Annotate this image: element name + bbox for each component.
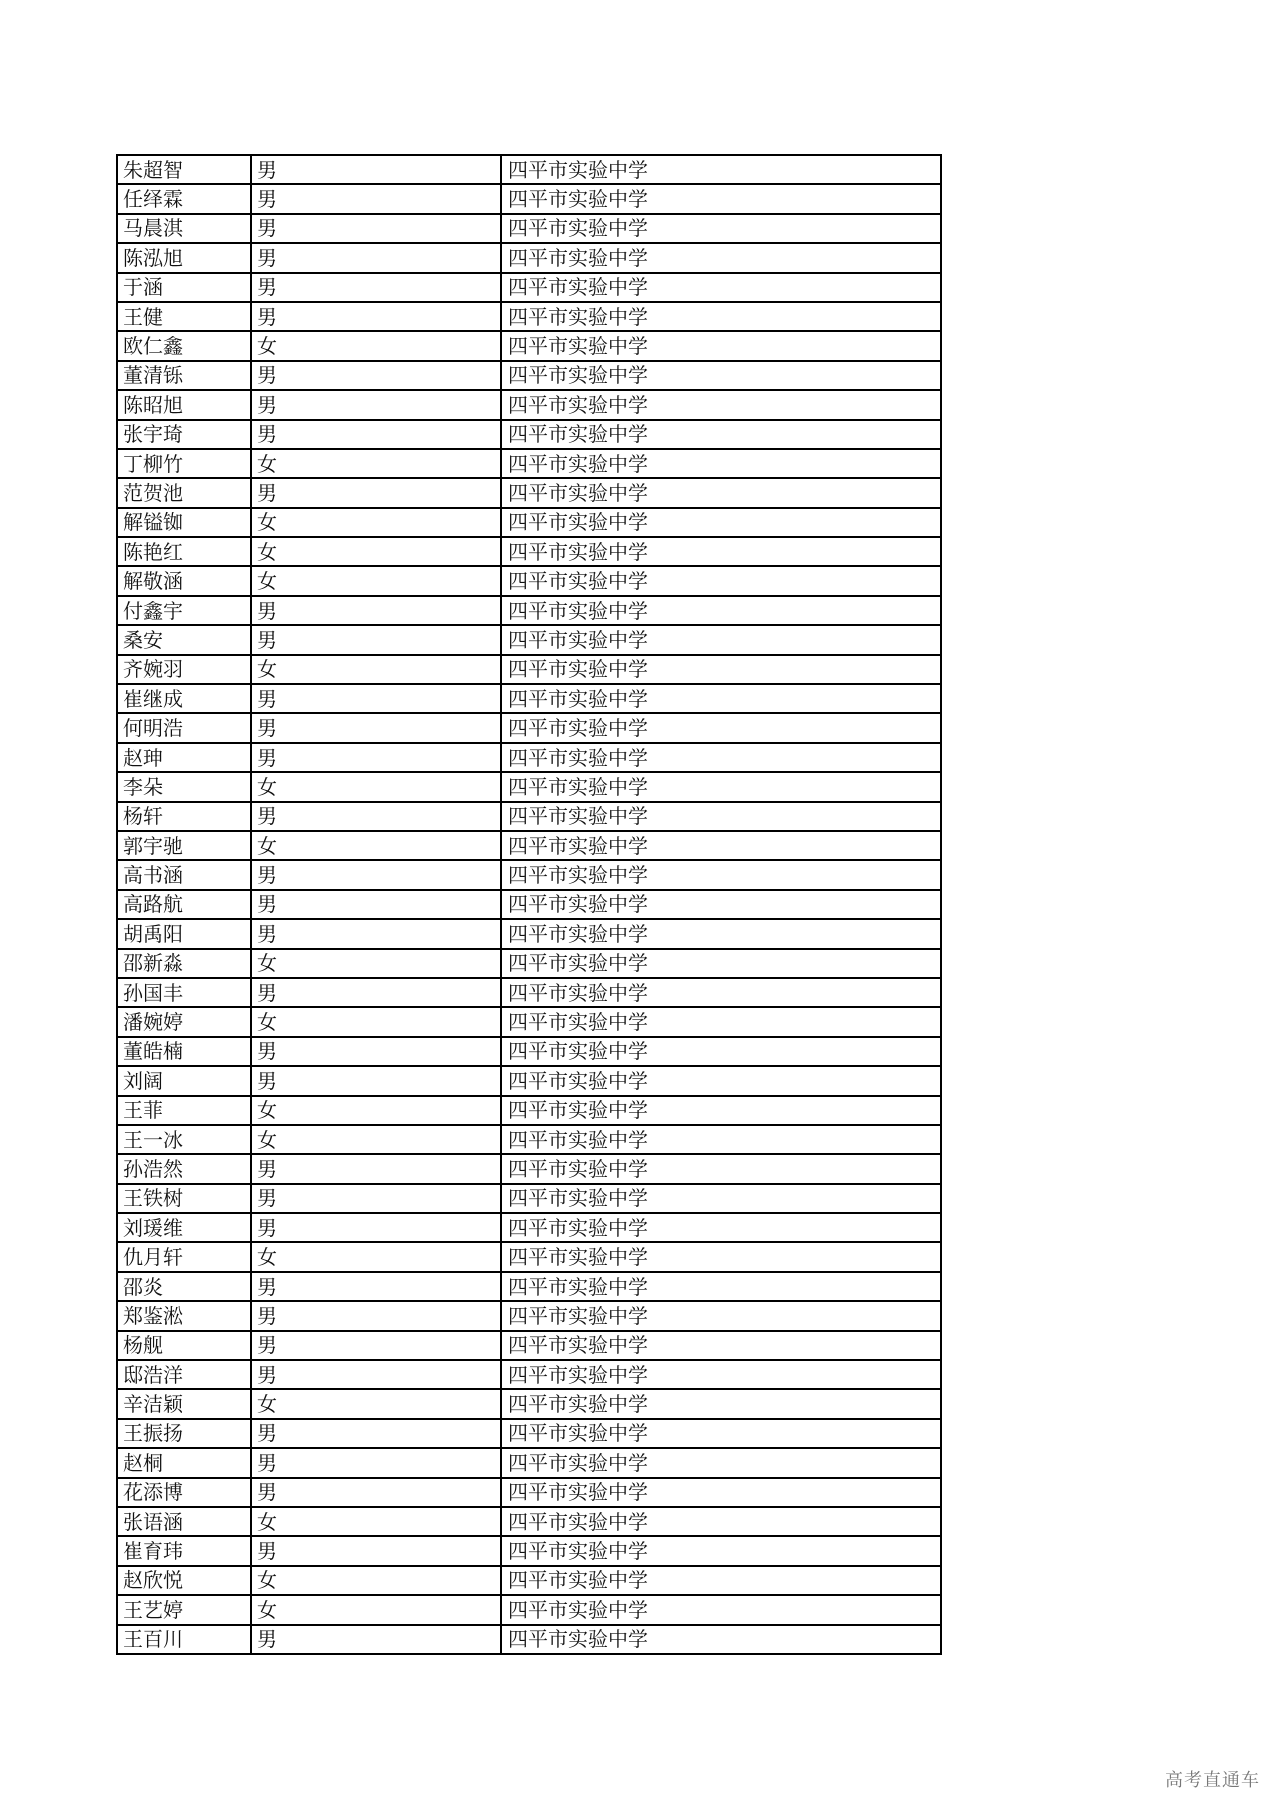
gender-cell: 男: [251, 1184, 501, 1213]
student-name-cell: 任绎霖: [117, 184, 251, 213]
school-cell: 四平市实验中学: [501, 243, 941, 272]
school-cell: 四平市实验中学: [501, 449, 941, 478]
student-name-cell: 仇月轩: [117, 1242, 251, 1271]
school-cell: 四平市实验中学: [501, 184, 941, 213]
gender-cell: 女: [251, 655, 501, 684]
gender-cell: 男: [251, 155, 501, 184]
student-name-cell: 王振扬: [117, 1419, 251, 1448]
student-name-cell: 孙浩然: [117, 1154, 251, 1183]
gender-cell: 男: [251, 802, 501, 831]
student-name-cell: 赵欣悦: [117, 1566, 251, 1595]
school-cell: 四平市实验中学: [501, 1007, 941, 1036]
table-row: [117, 1507, 941, 1536]
table-row: [117, 361, 941, 390]
student-name-cell: 杨舰: [117, 1331, 251, 1360]
table-row: [117, 566, 941, 595]
student-name-cell: 马晨淇: [117, 214, 251, 243]
student-name-cell: 桑安: [117, 625, 251, 654]
table-row: [117, 655, 941, 684]
student-name-cell: 丁柳竹: [117, 449, 251, 478]
student-roster-table: [116, 154, 942, 1655]
student-name-cell: 赵桐: [117, 1448, 251, 1477]
table-row: [117, 1536, 941, 1565]
student-name-cell: 王健: [117, 302, 251, 331]
student-name-cell: 陈艳红: [117, 537, 251, 566]
school-cell: 四平市实验中学: [501, 860, 941, 889]
student-name-cell: 高书涵: [117, 860, 251, 889]
student-name-cell: 郑鉴淞: [117, 1301, 251, 1330]
gender-cell: 女: [251, 566, 501, 595]
table-row: [117, 1360, 941, 1389]
table-row: [117, 243, 941, 272]
gender-cell: 女: [251, 1125, 501, 1154]
student-name-cell: 胡禹阳: [117, 919, 251, 948]
student-name-cell: 王菲: [117, 1096, 251, 1125]
student-name-cell: 董清铄: [117, 361, 251, 390]
gender-cell: 男: [251, 273, 501, 302]
school-cell: 四平市实验中学: [501, 361, 941, 390]
table-row: [117, 302, 941, 331]
table-row: [117, 1213, 941, 1242]
student-name-cell: 于涵: [117, 273, 251, 302]
student-name-cell: 王铁树: [117, 1184, 251, 1213]
student-name-cell: 董皓楠: [117, 1037, 251, 1066]
table-row: [117, 390, 941, 419]
school-cell: 四平市实验中学: [501, 596, 941, 625]
gender-cell: 女: [251, 949, 501, 978]
table-row: [117, 273, 941, 302]
table-row: [117, 155, 941, 184]
school-cell: 四平市实验中学: [501, 331, 941, 360]
school-cell: 四平市实验中学: [501, 1184, 941, 1213]
table-row: [117, 1242, 941, 1271]
gender-cell: 女: [251, 1242, 501, 1271]
gender-cell: 女: [251, 508, 501, 537]
school-cell: 四平市实验中学: [501, 1096, 941, 1125]
table-row: [117, 1566, 941, 1595]
school-cell: 四平市实验中学: [501, 655, 941, 684]
school-cell: 四平市实验中学: [501, 214, 941, 243]
table-row: [117, 214, 941, 243]
student-name-cell: 范贺池: [117, 478, 251, 507]
gender-cell: 男: [251, 596, 501, 625]
table-row: [117, 420, 941, 449]
gender-cell: 男: [251, 1154, 501, 1183]
gender-cell: 男: [251, 1625, 501, 1654]
school-cell: 四平市实验中学: [501, 1419, 941, 1448]
gender-cell: 男: [251, 302, 501, 331]
school-cell: 四平市实验中学: [501, 1037, 941, 1066]
gender-cell: 男: [251, 390, 501, 419]
table-row: [117, 478, 941, 507]
student-name-cell: 齐婉羽: [117, 655, 251, 684]
student-name-cell: 邵炎: [117, 1272, 251, 1301]
school-cell: 四平市实验中学: [501, 949, 941, 978]
school-cell: 四平市实验中学: [501, 890, 941, 919]
gender-cell: 女: [251, 772, 501, 801]
school-cell: 四平市实验中学: [501, 1625, 941, 1654]
school-cell: 四平市实验中学: [501, 508, 941, 537]
roster-body: [117, 155, 941, 1654]
school-cell: 四平市实验中学: [501, 1478, 941, 1507]
school-cell: 四平市实验中学: [501, 1066, 941, 1095]
student-name-cell: 王百川: [117, 1625, 251, 1654]
gender-cell: 男: [251, 978, 501, 1007]
table-row: [117, 1154, 941, 1183]
student-name-cell: 赵珅: [117, 743, 251, 772]
gender-cell: 男: [251, 478, 501, 507]
gender-cell: 男: [251, 243, 501, 272]
watermark-text: 高考直通车: [1165, 1770, 1260, 1791]
gender-cell: 男: [251, 713, 501, 742]
table-row: [117, 508, 941, 537]
student-name-cell: 杨轩: [117, 802, 251, 831]
gender-cell: 女: [251, 1007, 501, 1036]
school-cell: 四平市实验中学: [501, 390, 941, 419]
table-row: [117, 1478, 941, 1507]
student-name-cell: 解镒铷: [117, 508, 251, 537]
gender-cell: 男: [251, 1419, 501, 1448]
student-name-cell: 何明浩: [117, 713, 251, 742]
gender-cell: 女: [251, 1595, 501, 1624]
student-name-cell: 刘阔: [117, 1066, 251, 1095]
table-row: [117, 831, 941, 860]
gender-cell: 男: [251, 890, 501, 919]
gender-cell: 男: [251, 1331, 501, 1360]
school-cell: 四平市实验中学: [501, 1595, 941, 1624]
student-name-cell: 付鑫宇: [117, 596, 251, 625]
gender-cell: 男: [251, 1536, 501, 1565]
gender-cell: 女: [251, 449, 501, 478]
student-name-cell: 刘瑗维: [117, 1213, 251, 1242]
school-cell: 四平市实验中学: [501, 273, 941, 302]
table-row: [117, 449, 941, 478]
school-cell: 四平市实验中学: [501, 566, 941, 595]
school-cell: 四平市实验中学: [501, 772, 941, 801]
gender-cell: 男: [251, 1066, 501, 1095]
student-name-cell: 李朵: [117, 772, 251, 801]
student-name-cell: 花添博: [117, 1478, 251, 1507]
gender-cell: 男: [251, 919, 501, 948]
gender-cell: 男: [251, 1301, 501, 1330]
gender-cell: 女: [251, 1566, 501, 1595]
student-name-cell: 辛洁颖: [117, 1389, 251, 1418]
table-row: [117, 1301, 941, 1330]
table-row: [117, 1066, 941, 1095]
school-cell: 四平市实验中学: [501, 1242, 941, 1271]
table-row: [117, 184, 941, 213]
gender-cell: 男: [251, 420, 501, 449]
gender-cell: 女: [251, 331, 501, 360]
school-cell: 四平市实验中学: [501, 155, 941, 184]
school-cell: 四平市实验中学: [501, 802, 941, 831]
student-name-cell: 邸浩洋: [117, 1360, 251, 1389]
school-cell: 四平市实验中学: [501, 1125, 941, 1154]
school-cell: 四平市实验中学: [501, 478, 941, 507]
student-name-cell: 陈昭旭: [117, 390, 251, 419]
school-cell: 四平市实验中学: [501, 1448, 941, 1477]
school-cell: 四平市实验中学: [501, 684, 941, 713]
school-cell: 四平市实验中学: [501, 302, 941, 331]
gender-cell: 男: [251, 684, 501, 713]
gender-cell: 男: [251, 743, 501, 772]
student-name-cell: 朱超智: [117, 155, 251, 184]
school-cell: 四平市实验中学: [501, 713, 941, 742]
student-name-cell: 王艺婷: [117, 1595, 251, 1624]
student-name-cell: 潘婉婷: [117, 1007, 251, 1036]
school-cell: 四平市实验中学: [501, 1389, 941, 1418]
gender-cell: 男: [251, 1272, 501, 1301]
table-row: [117, 772, 941, 801]
table-row: [117, 1389, 941, 1418]
student-name-cell: 陈泓旭: [117, 243, 251, 272]
student-name-cell: 孙国丰: [117, 978, 251, 1007]
table-row: [117, 331, 941, 360]
table-row: [117, 949, 941, 978]
table-row: [117, 537, 941, 566]
school-cell: 四平市实验中学: [501, 537, 941, 566]
school-cell: 四平市实验中学: [501, 831, 941, 860]
gender-cell: 女: [251, 537, 501, 566]
gender-cell: 男: [251, 1448, 501, 1477]
gender-cell: 男: [251, 1037, 501, 1066]
gender-cell: 男: [251, 860, 501, 889]
student-name-cell: 高路航: [117, 890, 251, 919]
gender-cell: 女: [251, 1096, 501, 1125]
school-cell: 四平市实验中学: [501, 420, 941, 449]
table-row: [117, 919, 941, 948]
student-name-cell: 张语涵: [117, 1507, 251, 1536]
table-row: [117, 860, 941, 889]
table-row: [117, 890, 941, 919]
school-cell: 四平市实验中学: [501, 1331, 941, 1360]
student-name-cell: 崔继成: [117, 684, 251, 713]
table-row: [117, 1125, 941, 1154]
table-row: [117, 1037, 941, 1066]
student-name-cell: 张宇琦: [117, 420, 251, 449]
table-row: [117, 684, 941, 713]
table-row: [117, 978, 941, 1007]
table-row: [117, 1272, 941, 1301]
gender-cell: 男: [251, 214, 501, 243]
table-row: [117, 1625, 941, 1654]
school-cell: 四平市实验中学: [501, 1272, 941, 1301]
table-row: [117, 1096, 941, 1125]
gender-cell: 女: [251, 1507, 501, 1536]
student-name-cell: 邵新淼: [117, 949, 251, 978]
school-cell: 四平市实验中学: [501, 1360, 941, 1389]
gender-cell: 男: [251, 1213, 501, 1242]
student-name-cell: 崔育玮: [117, 1536, 251, 1565]
school-cell: 四平市实验中学: [501, 1536, 941, 1565]
school-cell: 四平市实验中学: [501, 625, 941, 654]
student-name-cell: 郭宇驰: [117, 831, 251, 860]
table-row: [117, 1184, 941, 1213]
gender-cell: 男: [251, 361, 501, 390]
table-row: [117, 1007, 941, 1036]
school-cell: 四平市实验中学: [501, 1213, 941, 1242]
school-cell: 四平市实验中学: [501, 919, 941, 948]
table-row: [117, 802, 941, 831]
school-cell: 四平市实验中学: [501, 978, 941, 1007]
table-row: [117, 1331, 941, 1360]
table-row: [117, 625, 941, 654]
gender-cell: 男: [251, 1360, 501, 1389]
school-cell: 四平市实验中学: [501, 1301, 941, 1330]
table-row: [117, 1419, 941, 1448]
school-cell: 四平市实验中学: [501, 1507, 941, 1536]
table-row: [117, 743, 941, 772]
gender-cell: 男: [251, 1478, 501, 1507]
table-row: [117, 596, 941, 625]
school-cell: 四平市实验中学: [501, 1566, 941, 1595]
student-name-cell: 欧仁鑫: [117, 331, 251, 360]
gender-cell: 男: [251, 625, 501, 654]
school-cell: 四平市实验中学: [501, 743, 941, 772]
table-row: [117, 713, 941, 742]
gender-cell: 女: [251, 1389, 501, 1418]
table-row: [117, 1595, 941, 1624]
school-cell: 四平市实验中学: [501, 1154, 941, 1183]
gender-cell: 男: [251, 184, 501, 213]
student-name-cell: 王一冰: [117, 1125, 251, 1154]
gender-cell: 女: [251, 831, 501, 860]
table-row: [117, 1448, 941, 1477]
student-name-cell: 解敬涵: [117, 566, 251, 595]
